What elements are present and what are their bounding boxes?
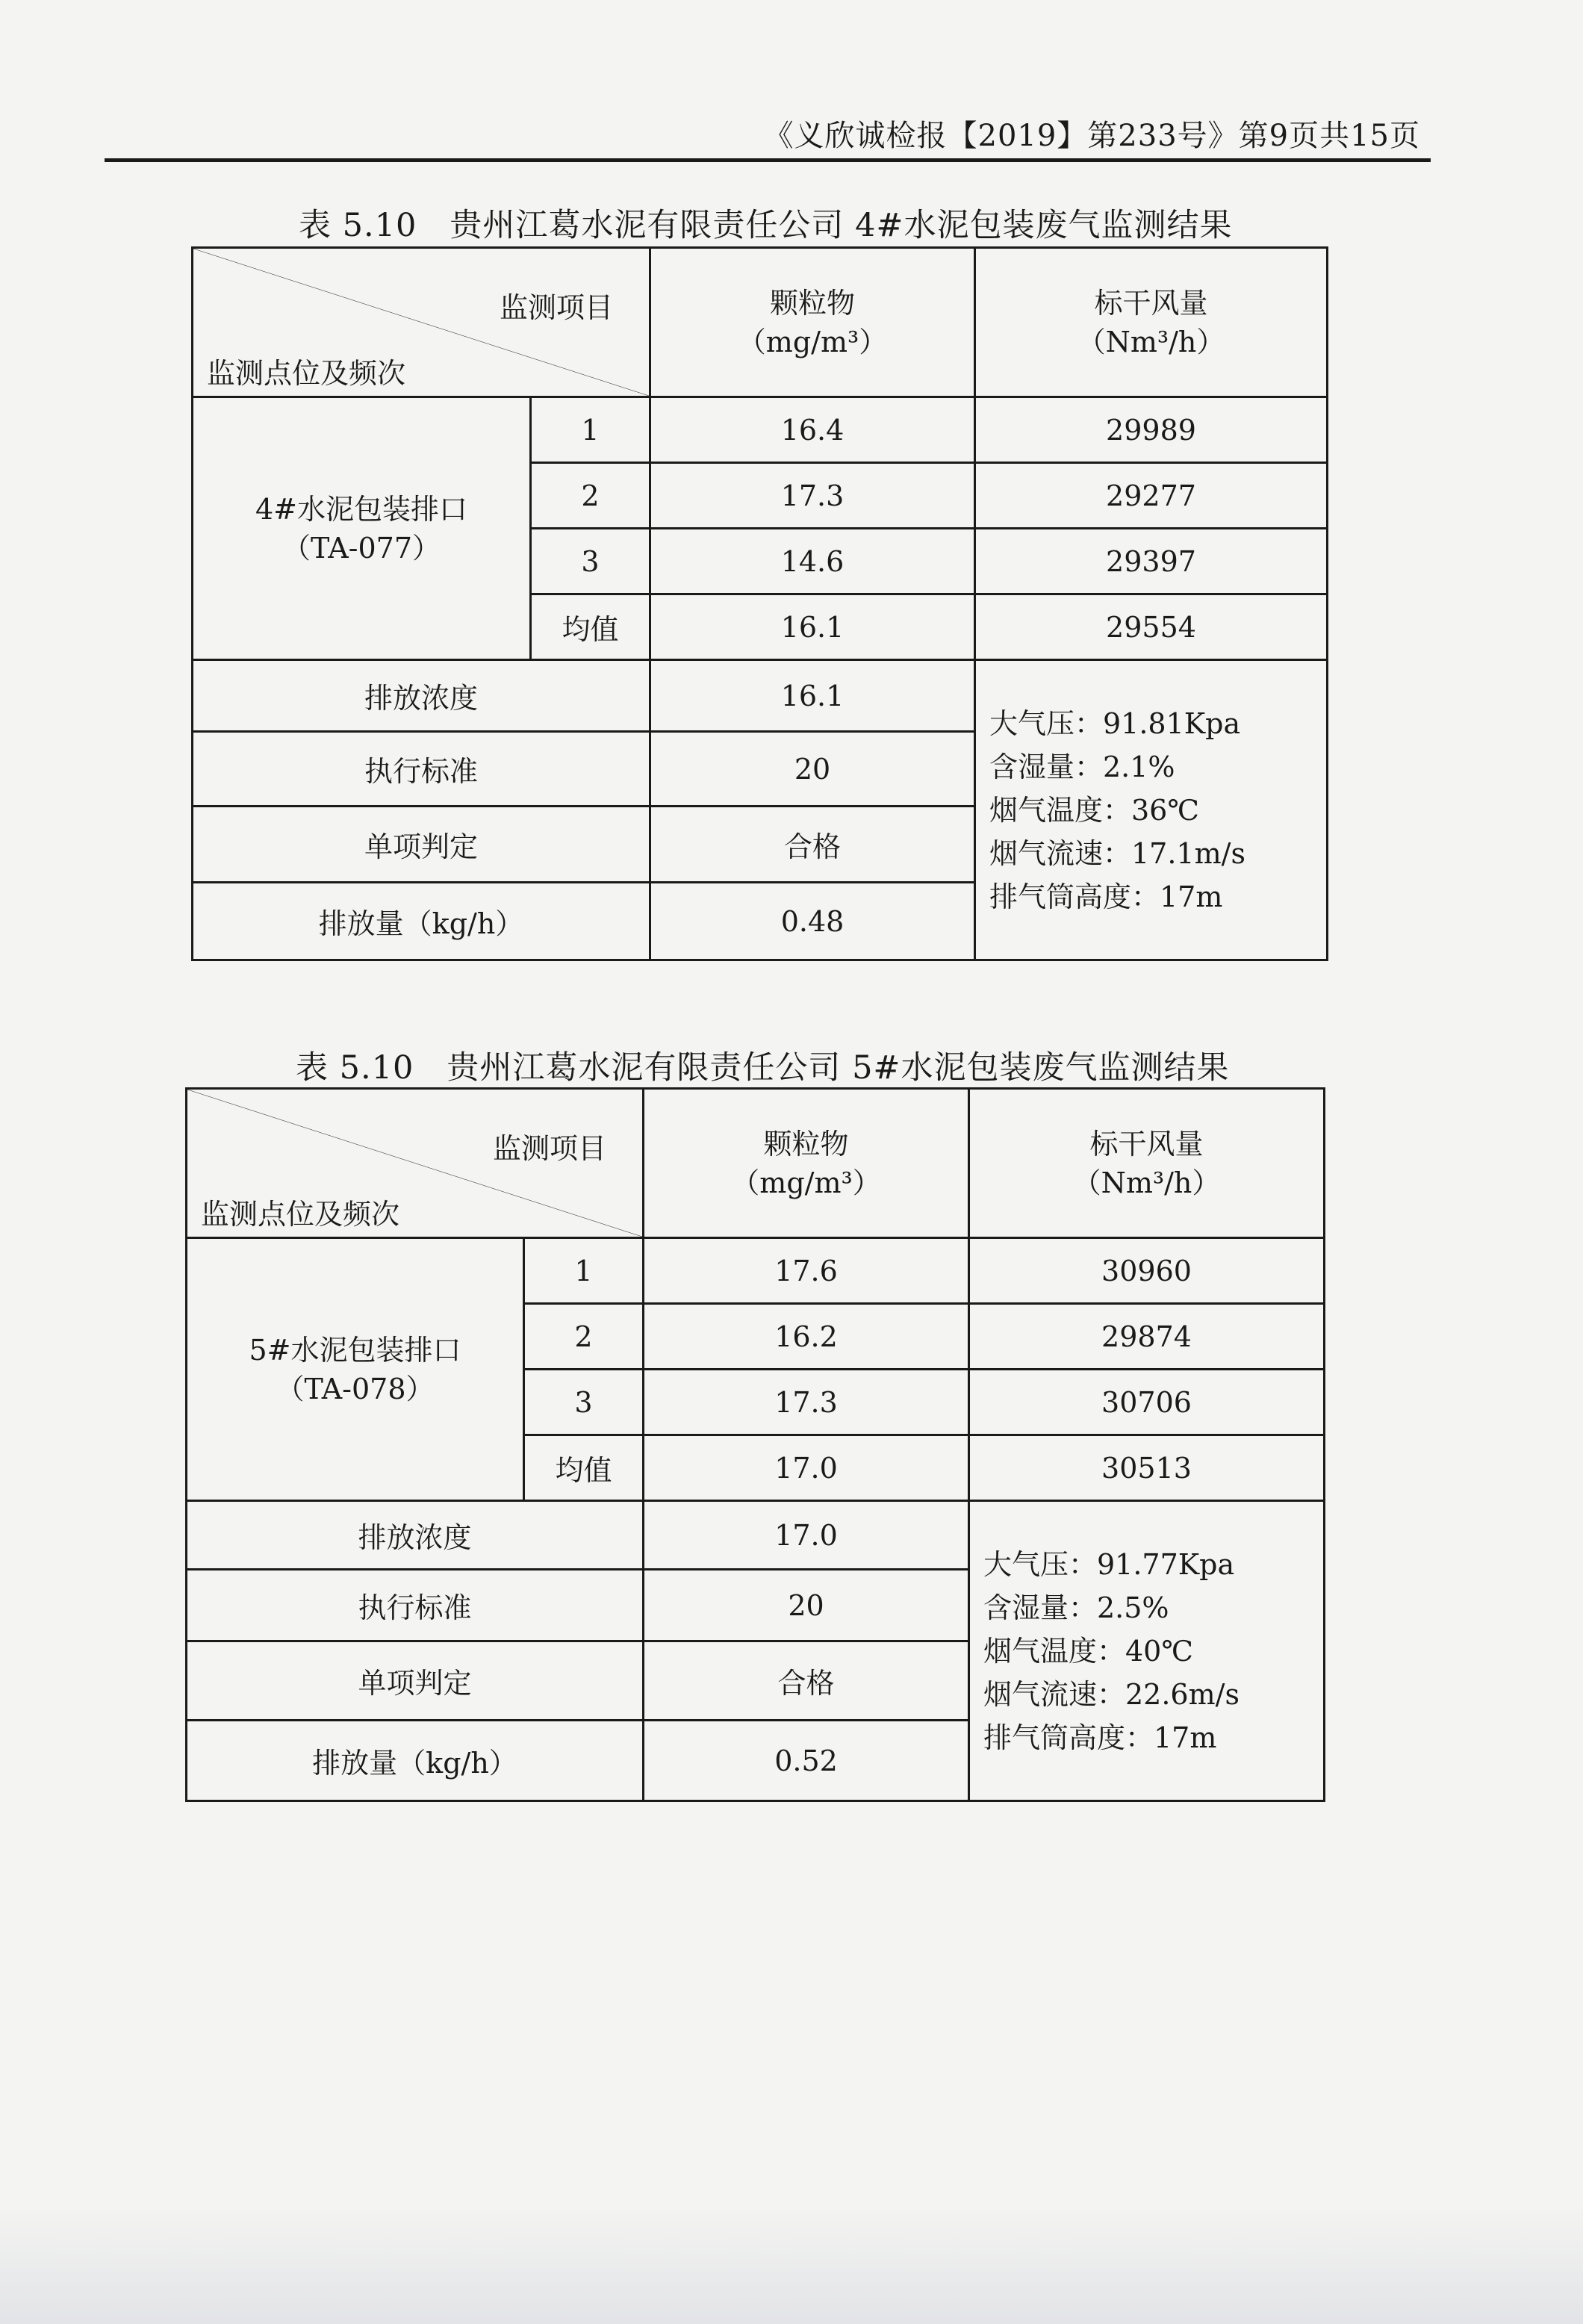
- summary-value: 合格: [650, 807, 975, 883]
- summary-label: 单项判定: [193, 807, 650, 883]
- summary-value: 17.0: [644, 1501, 969, 1570]
- col-title: 颗粒物: [763, 1127, 849, 1161]
- flow-value: 29277: [975, 463, 1328, 529]
- flow-value: 30513: [969, 1435, 1325, 1501]
- flow-value: 30706: [969, 1370, 1325, 1435]
- condition-velocity: 烟气流速：22.6m/s: [983, 1677, 1240, 1711]
- flow-value: 29989: [975, 397, 1328, 463]
- condition-temperature: 烟气温度：36℃: [989, 793, 1199, 827]
- table2-diag-bottom-label: 监测点位及频次: [201, 1198, 400, 1231]
- summary-label: 执行标准: [187, 1570, 644, 1641]
- table1-header-row: [193, 248, 1328, 397]
- site-name: 5#水泥包装排口: [249, 1333, 461, 1367]
- row-label: 1: [524, 1238, 644, 1304]
- row-label: 3: [531, 529, 650, 594]
- condition-stack-height: 排气筒高度：17m: [989, 880, 1223, 913]
- table2-diag-top-label: 监测项目: [492, 1132, 606, 1165]
- pm-value: 17.3: [650, 463, 975, 529]
- table1-diag-bottom-label: 监测点位及频次: [207, 357, 406, 390]
- table-row: [193, 397, 1328, 463]
- table2-caption: 表 5.10 贵州江葛水泥有限责任公司 5#水泥包装废气监测结果: [296, 1049, 1230, 1087]
- summary-label: 单项判定: [187, 1641, 644, 1721]
- pm-value: 14.6: [650, 529, 975, 594]
- flow-value: 29397: [975, 529, 1328, 594]
- table2-col-flow-header: [969, 1089, 1325, 1238]
- summary-label: 排放量（kg/h）: [187, 1721, 644, 1801]
- table1-caption: 表 5.10 贵州江葛水泥有限责任公司 4#水泥包装废气监测结果: [299, 207, 1233, 244]
- summary-label: 执行标准: [193, 732, 650, 807]
- table1-diagonal-header: [193, 248, 650, 397]
- row-label: 1: [531, 397, 650, 463]
- summary-row: [187, 1501, 1325, 1570]
- table2-col-pm-header: [644, 1089, 969, 1238]
- condition-pressure: 大气压：91.77Kpa: [983, 1547, 1235, 1581]
- table2-diagonal-header: [187, 1089, 644, 1238]
- flow-value: 29874: [969, 1304, 1325, 1370]
- site-code: （TA-078）: [276, 1372, 435, 1405]
- pm-value: 16.4: [650, 397, 975, 463]
- table2-header-row: [187, 1089, 1325, 1238]
- summary-label: 排放浓度: [193, 660, 650, 732]
- col-title: 标干风量: [1094, 286, 1208, 320]
- table2-conditions: [969, 1501, 1325, 1801]
- condition-velocity: 烟气流速：17.1m/s: [989, 836, 1245, 870]
- col-unit: （Nm³/h）: [1077, 325, 1225, 358]
- table1-site-cell: [193, 397, 531, 660]
- summary-value: 合格: [644, 1641, 969, 1721]
- table1-col-pm-header: [650, 248, 975, 397]
- summary-value: 20: [650, 732, 975, 807]
- table2-site-cell: [187, 1238, 524, 1501]
- summary-value: 0.48: [650, 883, 975, 960]
- flow-value: 30960: [969, 1238, 1325, 1304]
- condition-humidity: 含湿量：2.5%: [983, 1591, 1169, 1624]
- row-label: 均值: [531, 594, 650, 660]
- condition-stack-height: 排气筒高度：17m: [983, 1721, 1217, 1754]
- table1-conditions: [975, 660, 1328, 960]
- condition-pressure: 大气压：91.81Kpa: [989, 706, 1241, 740]
- header-divider: [105, 158, 1431, 162]
- table1-col-flow-header: [975, 248, 1328, 397]
- pm-value: 16.2: [644, 1304, 969, 1370]
- col-unit: （Nm³/h）: [1072, 1166, 1221, 1199]
- table1-diag-top-label: 监测项目: [499, 291, 613, 324]
- summary-value: 0.52: [644, 1721, 969, 1801]
- col-unit: （mg/m³）: [737, 325, 888, 358]
- flow-value: 29554: [975, 594, 1328, 660]
- table2: [185, 1087, 1325, 1802]
- scan-shadow: [0, 2205, 1583, 2324]
- row-label: 2: [531, 463, 650, 529]
- pm-value: 17.3: [644, 1370, 969, 1435]
- pm-value: 16.1: [650, 594, 975, 660]
- col-unit: （mg/m³）: [731, 1166, 881, 1199]
- row-label: 3: [524, 1370, 644, 1435]
- pm-value: 17.0: [644, 1435, 969, 1501]
- site-code: （TA-077）: [282, 531, 441, 565]
- summary-row: [193, 660, 1328, 732]
- condition-temperature: 烟气温度：40℃: [983, 1634, 1193, 1668]
- summary-value: 16.1: [650, 660, 975, 732]
- col-title: 标干风量: [1089, 1127, 1204, 1161]
- table-row: [187, 1238, 1325, 1304]
- pm-value: 17.6: [644, 1238, 969, 1304]
- row-label: 均值: [524, 1435, 644, 1501]
- table1: [191, 246, 1328, 961]
- page-header: 《义欣诚检报【2019】第233号》第9页共15页: [763, 119, 1420, 153]
- col-title: 颗粒物: [769, 286, 855, 320]
- row-label: 2: [524, 1304, 644, 1370]
- summary-label: 排放量（kg/h）: [193, 883, 650, 960]
- summary-value: 20: [644, 1570, 969, 1641]
- condition-humidity: 含湿量：2.1%: [989, 750, 1175, 783]
- site-name: 4#水泥包装排口: [255, 492, 468, 526]
- summary-label: 排放浓度: [187, 1501, 644, 1570]
